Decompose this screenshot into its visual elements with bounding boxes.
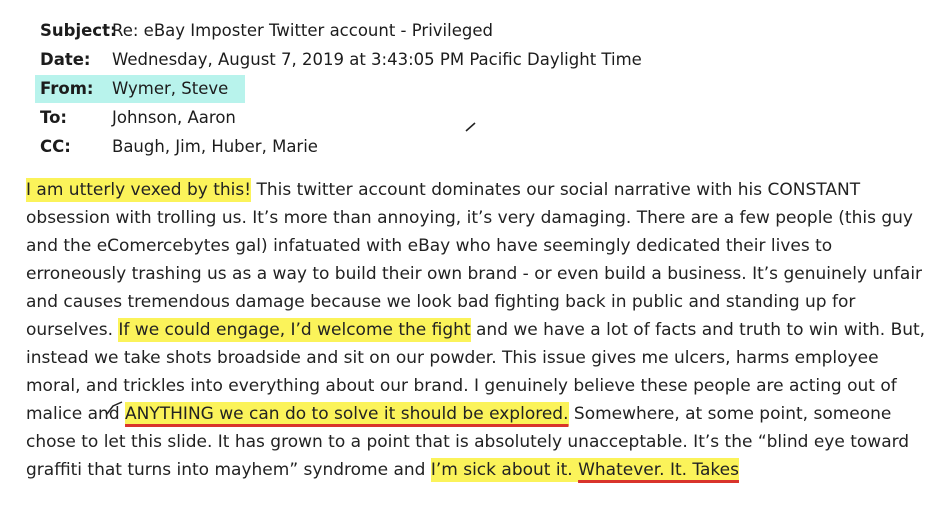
body-line-7: instead we take shots broadside and sit on our powder. This issue gives me ulcers, harms employee bbox=[26, 348, 879, 368]
body-text-9c: Somewhere, at some point, someone bbox=[568, 404, 892, 424]
from-row bbox=[0, 76, 700, 104]
from-label: From: bbox=[40, 79, 94, 98]
subject-value: Re: eBay Imposter Twitter account - Privileged bbox=[112, 21, 493, 40]
highlight-engage: If we could engage, I’d welcome the fight bbox=[118, 320, 471, 340]
from-value: Wymer, Steve bbox=[112, 79, 229, 98]
body-text-11a: graffiti that turns into mayhem” syndrome and bbox=[26, 460, 431, 480]
date-label: Date: bbox=[40, 50, 91, 69]
body-line-1 bbox=[26, 176, 860, 204]
cc-value: Baugh, Jim, Huber, Marie bbox=[112, 137, 318, 156]
body-line-9 bbox=[26, 400, 891, 428]
to-row bbox=[0, 105, 700, 133]
date-value: Wednesday, August 7, 2019 at 3:43:05 PM Pacific Daylight Time bbox=[112, 50, 642, 69]
body-text-9a: malice and bbox=[26, 404, 126, 424]
date-row bbox=[0, 47, 700, 75]
body-line-8: moral, and trickles into everything about our brand. I genuinely believe these people are acting out of bbox=[26, 376, 897, 396]
cc-label: CC: bbox=[40, 137, 71, 156]
to-label: To: bbox=[40, 108, 67, 127]
body-line-10: chose to let this slide. It has grown to a point that is absolutely unacceptable. It’s the “blind eye toward bbox=[26, 432, 910, 452]
body-text-6a: ourselves. bbox=[26, 320, 119, 340]
subject-row bbox=[0, 18, 700, 46]
body-line-11 bbox=[26, 456, 739, 484]
highlight-sick: I’m sick about it. bbox=[430, 460, 573, 480]
body-line-4: erroneously trashing us as a way to build their own brand - or even build a business. It’s genuinely unfair bbox=[26, 264, 923, 284]
body-text-1b: This twitter account dominates our social narrative with his CONSTANT bbox=[251, 180, 861, 200]
to-value: Johnson, Aaron bbox=[112, 108, 236, 127]
body-line-3: and the eComercebytes gal) infatuated with eBay who have seemingly dedicated their lives to bbox=[26, 236, 833, 256]
highlight-whatever: Whatever. It. Takes bbox=[578, 460, 739, 480]
highlight-vexed: I am utterly vexed by this! bbox=[26, 180, 252, 200]
body-line-5: and causes tremendous damage because we look bad fighting back in public and standing up for bbox=[26, 292, 856, 312]
body-text-6c: and we have a lot of facts and truth to win with. But, bbox=[470, 320, 926, 340]
body-line-6 bbox=[26, 316, 925, 344]
highlight-anything: ANYTHING we can do to solve it should be explored. bbox=[125, 404, 569, 424]
body-line-2: obsession with trolling us. It’s more than annoying, it’s very damaging. There are a few people (this guy bbox=[26, 208, 913, 228]
subject-label: Subject: bbox=[40, 21, 117, 40]
cc-row bbox=[0, 134, 700, 162]
